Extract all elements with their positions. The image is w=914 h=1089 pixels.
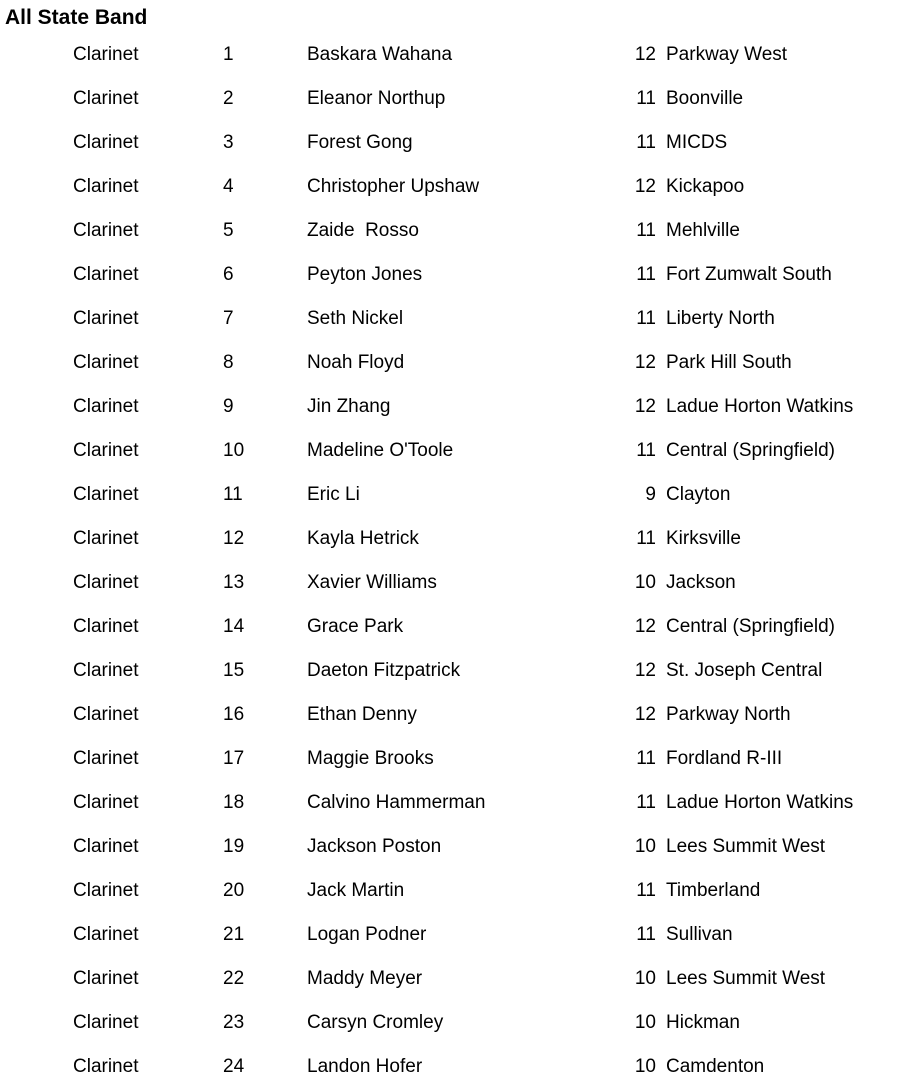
chair-cell: 22 bbox=[223, 968, 245, 989]
student-name-cell: Seth Nickel bbox=[307, 308, 404, 329]
instrument-cell: Clarinet bbox=[73, 220, 139, 241]
grade-cell: 11 bbox=[636, 88, 656, 109]
student-name-cell: Calvino Hammerman bbox=[307, 792, 486, 813]
student-name-cell: Madeline O'Toole bbox=[307, 440, 454, 461]
grade-cell: 11 bbox=[636, 220, 656, 241]
list-item bbox=[0, 693, 914, 737]
student-name-cell: Jackson Poston bbox=[307, 836, 442, 857]
grade-cell: 12 bbox=[634, 660, 656, 681]
student-name-cell: Grace Park bbox=[307, 616, 404, 637]
chair-cell: 21 bbox=[223, 924, 245, 945]
instrument-cell: Clarinet bbox=[73, 88, 139, 109]
list-item bbox=[0, 1045, 914, 1089]
school-cell: Camdenton bbox=[666, 1056, 765, 1077]
student-name-cell: Maggie Brooks bbox=[307, 748, 434, 769]
chair-cell: 8 bbox=[223, 352, 234, 373]
list-item bbox=[0, 429, 914, 473]
school-cell: Timberland bbox=[666, 880, 761, 901]
school-cell: Clayton bbox=[666, 484, 731, 505]
school-cell: Kirksville bbox=[666, 528, 741, 549]
instrument-cell: Clarinet bbox=[73, 704, 139, 725]
school-cell: MICDS bbox=[666, 132, 728, 153]
list-item bbox=[0, 385, 914, 429]
school-cell: Hickman bbox=[666, 1012, 740, 1033]
instrument-cell: Clarinet bbox=[73, 836, 139, 857]
list-item bbox=[0, 737, 914, 781]
student-name-cell: Peyton Jones bbox=[307, 264, 423, 285]
list-item bbox=[0, 517, 914, 561]
instrument-cell: Clarinet bbox=[73, 44, 139, 65]
chair-cell: 16 bbox=[223, 704, 245, 725]
student-name-cell: Ethan Denny bbox=[307, 704, 417, 725]
list-item bbox=[0, 1001, 914, 1045]
grade-cell: 10 bbox=[634, 572, 656, 593]
student-name-cell: Xavier Williams bbox=[307, 572, 437, 593]
page-title: All State Band bbox=[5, 6, 148, 29]
instrument-cell: Clarinet bbox=[73, 1012, 139, 1033]
chair-cell: 17 bbox=[223, 748, 245, 769]
instrument-cell: Clarinet bbox=[73, 968, 139, 989]
grade-cell: 11 bbox=[636, 264, 656, 285]
school-cell: Ladue Horton Watkins bbox=[666, 396, 854, 417]
instrument-cell: Clarinet bbox=[73, 572, 139, 593]
student-name-cell: Forest Gong bbox=[307, 132, 413, 153]
instrument-cell: Clarinet bbox=[73, 396, 139, 417]
instrument-cell: Clarinet bbox=[73, 880, 139, 901]
list-item bbox=[0, 957, 914, 1001]
instrument-cell: Clarinet bbox=[73, 132, 139, 153]
student-name-cell: Noah Floyd bbox=[307, 352, 405, 373]
student-name-cell: Carsyn Cromley bbox=[307, 1012, 444, 1033]
student-name-cell: Maddy Meyer bbox=[307, 968, 423, 989]
instrument-cell: Clarinet bbox=[73, 528, 139, 549]
school-cell: Mehlville bbox=[666, 220, 740, 241]
chair-cell: 6 bbox=[223, 264, 234, 285]
school-cell: Jackson bbox=[666, 572, 736, 593]
grade-cell: 11 bbox=[636, 792, 656, 813]
instrument-cell: Clarinet bbox=[73, 1056, 139, 1077]
instrument-cell: Clarinet bbox=[73, 792, 139, 813]
chair-cell: 10 bbox=[223, 440, 245, 461]
school-cell: Central (Springfield) bbox=[666, 616, 835, 637]
chair-cell: 15 bbox=[223, 660, 245, 681]
grade-cell: 10 bbox=[634, 1012, 656, 1033]
grade-cell: 12 bbox=[634, 352, 656, 373]
chair-cell: 14 bbox=[223, 616, 245, 637]
grade-cell: 12 bbox=[634, 44, 656, 65]
student-name-cell: Landon Hofer bbox=[307, 1056, 423, 1077]
list-item bbox=[0, 649, 914, 693]
chair-cell: 7 bbox=[223, 308, 234, 329]
grade-cell: 12 bbox=[634, 176, 656, 197]
instrument-cell: Clarinet bbox=[73, 924, 139, 945]
list-item bbox=[0, 297, 914, 341]
instrument-cell: Clarinet bbox=[73, 660, 139, 681]
school-cell: Parkway North bbox=[666, 704, 791, 725]
school-cell: Sullivan bbox=[666, 924, 733, 945]
instrument-cell: Clarinet bbox=[73, 308, 139, 329]
chair-cell: 3 bbox=[223, 132, 234, 153]
instrument-cell: Clarinet bbox=[73, 264, 139, 285]
roster-list bbox=[0, 33, 914, 1089]
chair-cell: 18 bbox=[223, 792, 245, 813]
list-item bbox=[0, 781, 914, 825]
student-name-cell: Daeton Fitzpatrick bbox=[307, 660, 461, 681]
list-item bbox=[0, 561, 914, 605]
student-name-cell: Christopher Upshaw bbox=[307, 176, 480, 197]
instrument-cell: Clarinet bbox=[73, 176, 139, 197]
student-name-cell: Jack Martin bbox=[307, 880, 405, 901]
instrument-cell: Clarinet bbox=[73, 484, 139, 505]
list-item bbox=[0, 121, 914, 165]
list-item bbox=[0, 825, 914, 869]
list-item bbox=[0, 33, 914, 77]
student-name-cell: Jin Zhang bbox=[307, 396, 391, 417]
chair-cell: 23 bbox=[223, 1012, 245, 1033]
student-name-cell: Eric Li bbox=[307, 484, 360, 505]
student-name-cell: Kayla Hetrick bbox=[307, 528, 419, 549]
grade-cell: 11 bbox=[636, 924, 656, 945]
list-item bbox=[0, 605, 914, 649]
grade-cell: 12 bbox=[634, 616, 656, 637]
list-item bbox=[0, 77, 914, 121]
school-cell: Fort Zumwalt South bbox=[666, 264, 832, 285]
chair-cell: 1 bbox=[223, 44, 234, 65]
list-item bbox=[0, 253, 914, 297]
student-name-cell: Eleanor Northup bbox=[307, 88, 446, 109]
list-item bbox=[0, 913, 914, 957]
instrument-cell: Clarinet bbox=[73, 616, 139, 637]
chair-cell: 24 bbox=[223, 1056, 245, 1077]
grade-cell: 11 bbox=[636, 308, 656, 329]
list-item bbox=[0, 473, 914, 517]
school-cell: Liberty North bbox=[666, 308, 775, 329]
list-item bbox=[0, 209, 914, 253]
school-cell: St. Joseph Central bbox=[666, 660, 823, 681]
chair-cell: 4 bbox=[223, 176, 234, 197]
school-cell: Lees Summit West bbox=[666, 836, 826, 857]
instrument-cell: Clarinet bbox=[73, 748, 139, 769]
school-cell: Kickapoo bbox=[666, 176, 745, 197]
grade-cell: 12 bbox=[634, 396, 656, 417]
list-item bbox=[0, 341, 914, 385]
grade-cell: 10 bbox=[634, 1056, 656, 1077]
chair-cell: 20 bbox=[223, 880, 245, 901]
school-cell: Ladue Horton Watkins bbox=[666, 792, 854, 813]
school-cell: Parkway West bbox=[666, 44, 788, 65]
school-cell: Lees Summit West bbox=[666, 968, 826, 989]
instrument-cell: Clarinet bbox=[73, 440, 139, 461]
chair-cell: 13 bbox=[223, 572, 245, 593]
grade-cell: 10 bbox=[634, 968, 656, 989]
school-cell: Park Hill South bbox=[666, 352, 792, 373]
school-cell: Fordland R-III bbox=[666, 748, 783, 769]
chair-cell: 2 bbox=[223, 88, 234, 109]
school-cell: Central (Springfield) bbox=[666, 440, 835, 461]
chair-cell: 5 bbox=[223, 220, 234, 241]
chair-cell: 12 bbox=[223, 528, 245, 549]
grade-cell: 11 bbox=[636, 748, 656, 769]
grade-cell: 9 bbox=[645, 484, 656, 505]
grade-cell: 11 bbox=[636, 440, 656, 461]
student-name-cell: Baskara Wahana bbox=[307, 44, 453, 65]
list-item bbox=[0, 165, 914, 209]
grade-cell: 11 bbox=[636, 528, 656, 549]
grade-cell: 11 bbox=[636, 132, 656, 153]
student-name-cell: Logan Podner bbox=[307, 924, 427, 945]
chair-cell: 9 bbox=[223, 396, 234, 417]
chair-cell: 19 bbox=[223, 836, 245, 857]
grade-cell: 10 bbox=[634, 836, 656, 857]
student-name-cell: Zaide Rosso bbox=[307, 220, 419, 241]
instrument-cell: Clarinet bbox=[73, 352, 139, 373]
school-cell: Boonville bbox=[666, 88, 744, 109]
list-item bbox=[0, 869, 914, 913]
chair-cell: 11 bbox=[223, 484, 243, 505]
grade-cell: 11 bbox=[636, 880, 656, 901]
grade-cell: 12 bbox=[634, 704, 656, 725]
